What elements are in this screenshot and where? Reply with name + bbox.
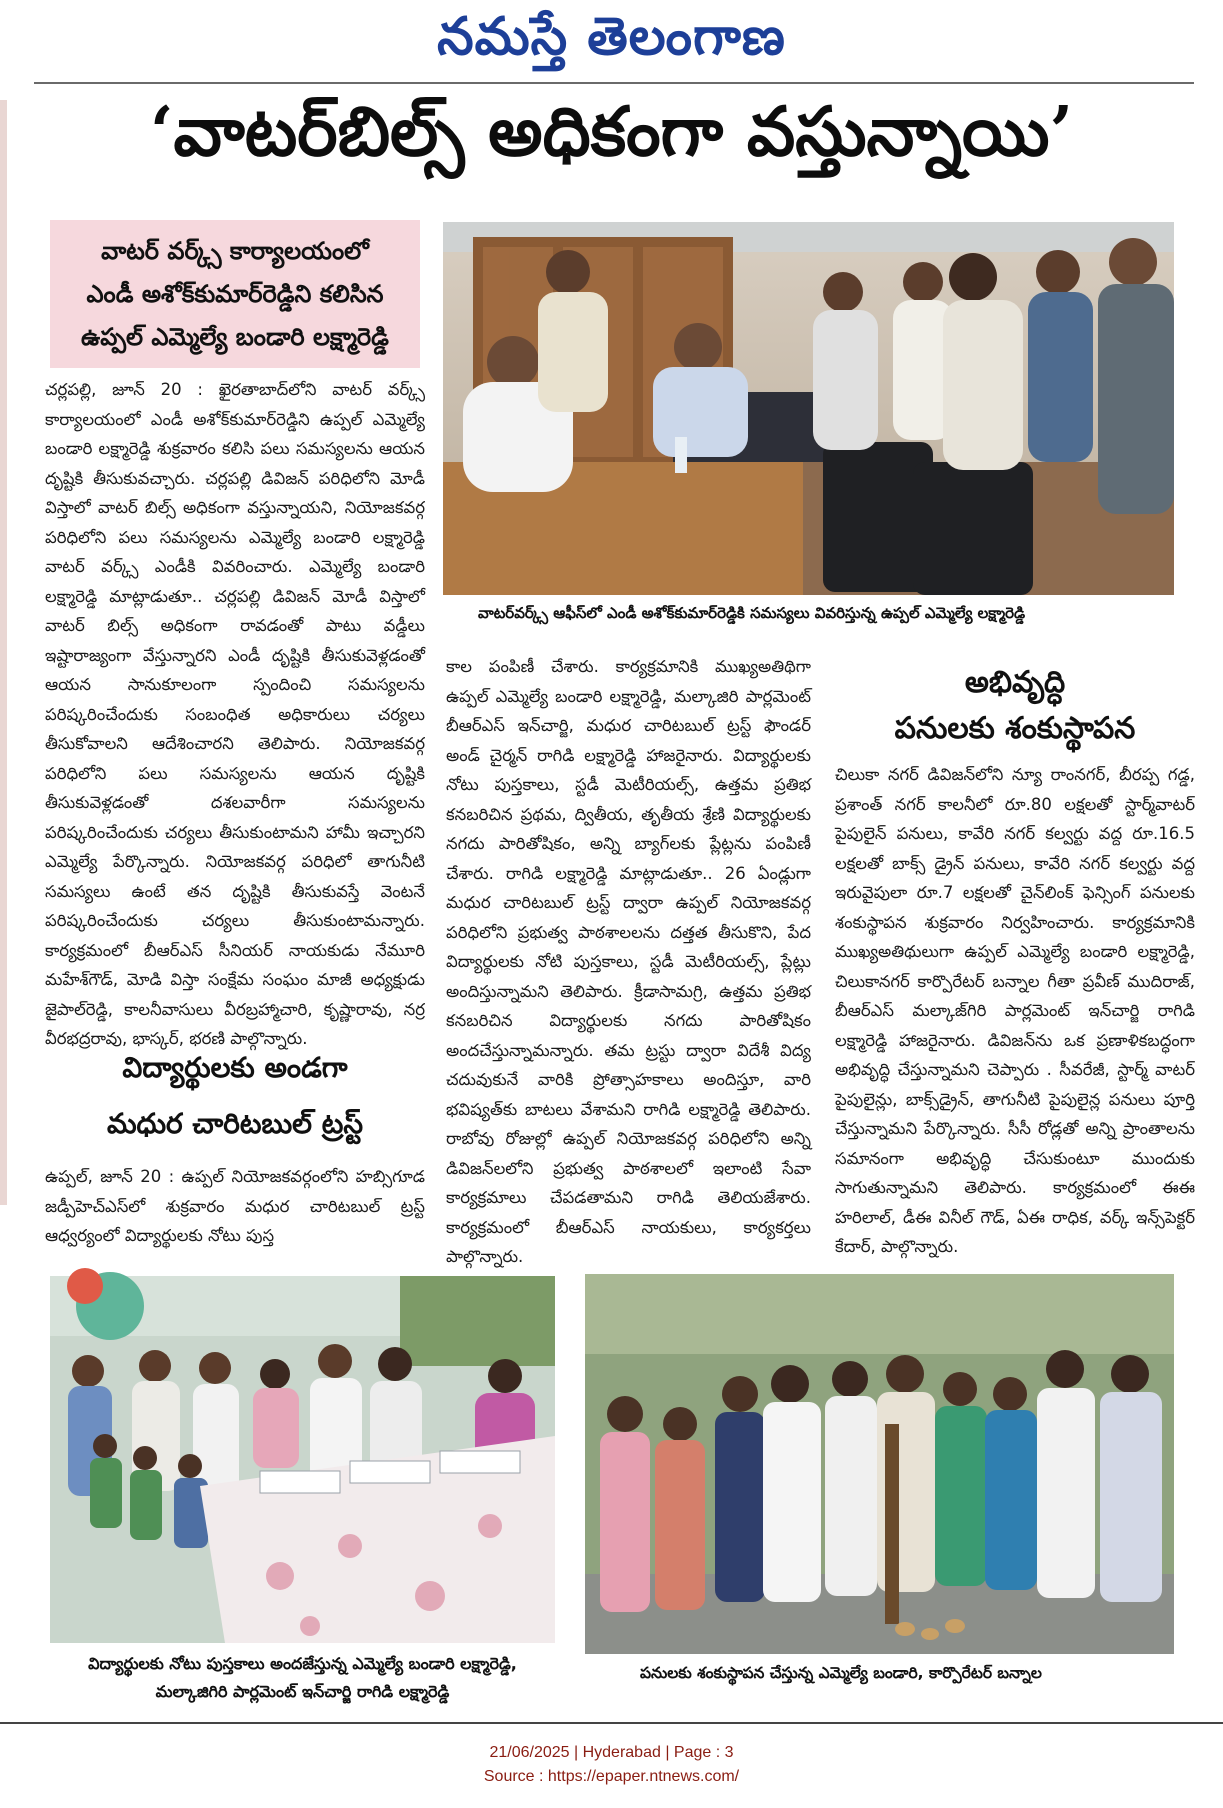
article3-heading-line: అభివృద్ధి	[964, 665, 1066, 700]
masthead-logo: నమస్తే తెలంగాణ	[437, 6, 786, 67]
photo-foundation-ceremony-caption: పనులకు శంకుస్థాపన చేస్తున్న ఎమ్మెల్యే బండారి, కార్పొరేటర్‌ బన్నాల	[640, 1664, 1042, 1682]
photo-book-distribution	[50, 1276, 555, 1643]
book-distribution-image	[50, 1276, 555, 1643]
office-meeting-image	[443, 222, 1174, 595]
left-margin-strip	[0, 100, 7, 1205]
footer-source: Source : https://epaper.ntnews.com/	[483, 1768, 740, 1785]
foundation-ceremony-image	[585, 1274, 1174, 1654]
headline: ‘వాటర్‌బిల్స్‌ అధికంగా వస్తున్నాయి’	[149, 92, 1074, 172]
subhead-line: ఎండీ అశోక్‌కుమార్‌రెడ్డిని కలిసిన	[86, 279, 384, 308]
article2-heading	[45, 1040, 425, 1152]
article2-heading-line: మధుర చారిటబుల్‌ ట్రస్ట్‌	[106, 1107, 364, 1140]
subhead-line: వాటర్‌ వర్క్స్‌ కార్యాలయంలో	[101, 236, 369, 265]
photo-book-distribution-caption	[50, 1650, 555, 1706]
article2-heading-line: విద్యార్థులకు అండగా	[122, 1051, 348, 1084]
subhead-box	[50, 220, 420, 368]
photo-foundation-ceremony	[585, 1274, 1174, 1654]
article1-body: చర్లపల్లి, జూన్‌ 20 : ఖైరతాబాద్‌లోని వాటర్‌ వర్క్స్‌ కార్యాలయంలో ఎండీ అశోక్‌కుమార్‌రెడ్డిని ఉప్పల్‌ ఎమ్మెల్యే బండారి లక్ష్మారెడ్డి శుక్రవారం కలిసి పలు సమస్యలను ఆయన దృష్టికి తీసుకువచ్చారు. చర్లపల్లి డివిజన్‌ పరిధిలోని మోడీ విస్తాలో వాటర్‌ బిల్స్‌ అధికంగా వస్తున్నాయని, నియోజకవర్గ పరిధిలోని పలు సమస్యలను ఎమ్మెల్యే బండారి లక్ష్మారెడ్డి వాటర్‌ వర్క్స్‌ ఎండీకి వివరించారు. ఎమ్మెల్యే బండారి లక్ష్మారెడ్డి మాట్లాడుతూ.. చర్లపల్లి డివిజన్‌ మోడీ విస్తాలో వాటర్‌ బిల్స్‌ అధికంగా రావడంతో పాటు వడ్డీలు ఇష్టారాజ్యంగా వేస్తున్నారని ఎండీ దృష్టికి తీసుకువెళ్లడంతో ఆయన సానుకూలంగా స్పందించి సమస్యలను పరిష్కరించేందుకు సంబంధిత అధికారులు చర్యలు తీసుకోవాలని ఆదేశించారని తెలిపారు. నియోజకవర్గ పరిధిలోని పలు సమస్యలను ఆయన దృష్టికి తీసుకువెళ్లడంతో దశలవారీగా సమస్యలను పరిష్కరించేందుకు చర్యలు తీసుకుంటామని హామీ ఇచ్చారని ఎమ్మెల్యే పేర్కొన్నారు. నియోజకవర్గ పరిధిలో తాగునీటి సమస్యలు ఉంటే తన దృష్టికి తీసుకువస్తే వెంటనే పరిష్కరించేందుకు చర్యలు తీసుకుంటామన్నారు. కార్యక్రమంలో బీఆర్‌ఎస్‌ సీనియర్‌ నాయకుడు నేమూరి మహేశ్‌గౌడ్‌, మోడి విస్తా సంక్షేమ సంఘం మాజీ అధ్యక్షుడు జైపాల్‌రెడ్డి, కాలనీవాసులు వీరబ్రహ్మాచారి, కృష్ణారావు, నర్ర వీరభద్రరావు, భాస్కర్‌, భరణి పాల్గొన్నారు.	[45, 380, 425, 1048]
caption-line: విద్యార్థులకు నోటు పుస్తకాలు అందజేస్తున్న ఎమ్మెల్యే బండారి లక్ష్మారెడ్డి,	[88, 1654, 517, 1673]
photo-office-meeting-caption: వాటర్‌వర్క్స్‌ ఆఫీస్‌లో ఎండీ అశోక్‌కుమార్‌రెడ్డికి సమస్యలు వివరిస్తున్న ఉప్పల్‌ ఎమ్మెల్యే లక్ష్మారెడ్డి	[478, 604, 1026, 622]
footer-date-edition: 21/06/2025 | Hyderabad | Page : 3	[489, 1744, 734, 1761]
article3-heading	[835, 660, 1195, 752]
masthead-divider	[34, 82, 1194, 84]
photo-office-meeting	[443, 222, 1174, 595]
article3-body: చిలుకా నగర్‌ డివిజన్‌లోని న్యూ రాంనగర్‌, బీరప్ప గడ్డ, ప్రశాంత్‌ నగర్‌ కాలనీలో రూ.80 లక్షలతో స్టార్మ్‌వాటర్‌ పైపులైన్‌ పనులు, కావేరి నగర్‌ కల్వర్టు వద్ద రూ.16.5 లక్షలతో బాక్స్‌ డ్రైన్‌ పనులు, కావేరి నగర్‌ కల్వర్టు వద్ద ఇరువైపులా రూ.7 లక్షలతో చైన్‌లింక్‌ ఫెన్సింగ్‌ పనులకు శంకుస్థాపన శుక్రవారం నిర్వహించారు. కార్యక్రమానికి ముఖ్యఅతిథులుగా ఉప్పల్‌ ఎమ్మెల్యే బండారి లక్ష్మారెడ్డి, చిలుకానగర్‌ కార్పొరేటర్‌ బన్నాల గీతా ప్రవీణ్‌ ముదిరాజ్‌, బీఆర్‌ఎస్‌ మల్కాజ్‌గిరి పార్లమెంట్‌ ఇన్‌చార్జి రాగిడి లక్ష్మారెడ్డి హాజరైనారు. డివిజన్‌ను ఒక ప్రణాళికబద్ధంగా అభివృద్ధి చేస్తున్నామని చెప్పారు . సీవరేజీ, స్టార్మ్‌ వాటర్‌ పైపులైన్లు, బాక్స్‌డ్రైన్‌, తాగునీటి పైపులైన్ల పనులు పూర్తి చేస్తున్నామని పేర్కొన్నారు. సీసీ రోడ్లతో అన్ని ప్రాంతాలను సమానంగా అభివృద్ధి చేసుకుంటూ ముందుకు సాగుతున్నామని తెలిపారు. కార్యక్రమంలో ఈఈ హరిలాల్‌, డీఈ వినీల్‌ గౌడ్‌, ఏఈ రాధిక, వర్క్‌ ఇన్స్‌పెక్టర్‌ కేదార్‌, పాల్గొన్నారు.	[835, 765, 1195, 1256]
footer-divider	[0, 1722, 1223, 1724]
subhead-line: ఉప్పల్‌ ఎమ్మెల్యే బండారి లక్ష్మారెడ్డి	[81, 322, 389, 351]
article2-body-start: ఉప్పల్‌, జూన్‌ 20 : ఉప్పల్‌ నియోజకవర్గంలోని హబ్సిగూడ జడ్పీహెచ్‌ఎస్‌లో శుక్రవారం మధుర చారిటబుల్‌ ట్రస్ట్‌ ఆధ్వర్యంలో విద్యార్థులకు నోటు పుస్త	[45, 1167, 425, 1245]
article2-body-continued: కాల పంపిణీ చేశారు. కార్యక్రమానికి ముఖ్యఅతిథిగా ఉప్పల్‌ ఎమ్మెల్యే బండారి లక్ష్మారెడ్డి, మల్కాజిరి పార్లమెంట్‌ బీఆర్‌ఎస్‌ ఇన్‌చార్జి, మధుర చారిటబుల్‌ ట్రస్ట్‌ ఫౌండర్‌ అండ్‌ చైర్మన్‌ రాగిడి లక్ష్మారెడ్డి హాజరైనారు. విద్యార్థులకు నోటు పుస్తకాలు, స్టడీ మెటీరియల్స్‌, ఉత్తమ ప్రతిభ కనబరిచిన ప్రథమ, ద్వితీయ, తృతీయ శ్రేణి విద్యార్థులకు నగదు పారితోషికం, అన్ని బ్యాగ్‌లకు ప్లేట్లను పంపిణీ చేశారు. రాగిడి లక్ష్మారెడ్డి మాట్లాడుతూ.. 26 ఏండ్లుగా మధుర చారిటబుల్‌ ట్రస్ట్‌ ద్వారా ఉప్పల్‌ నియోజకవర్గ పరిధిలోని ప్రభుత్వ పాఠశాలలను దత్తత తీసుకొని, పేద విద్యార్థులకు నోటి పుస్తకాలు, స్టడీ మెటీరియల్స్‌, ప్లేట్లు అందిస్తున్నామని తెలిపారు. క్రీడాసామగ్రి, ఉత్తమ ప్రతిభ కనబరిచిన విద్యార్థులకు నగదు పారితోషికం అందచేస్తున్నామన్నారు. తమ ట్రస్టు ద్వారా విదేశీ విద్య చదువుకునే వారికి ప్రోత్సాహకాలు అందిస్తూ, వారి భవిష్యత్‌కు బాటలు వేశామని రాగిడి లక్ష్మారెడ్డి తెలిపారు. రాబోవు రోజుల్లో ఉప్పల్‌ నియోజకవర్గ పరిధిలోని అన్ని డివిజన్‌లలోని ప్రభుత్వ పాఠశాలలో ఇలాంటి సేవా కార్యక్రమాలు చేపడతామని రాగిడి తెలియజేశారు. కార్యక్రమంలో బీఆర్‌ఎస్‌ నాయకులు, కార్యకర్తలు పాల్గొన్నారు.	[446, 657, 811, 1266]
caption-line: మల్కాజిగిరి పార్లమెంట్‌ ఇన్‌చార్జి రాగిడి లక్ష్మారెడ్డి	[155, 1682, 450, 1701]
article3-heading-line: పనులకు శంకుస్థాపన	[894, 711, 1136, 746]
